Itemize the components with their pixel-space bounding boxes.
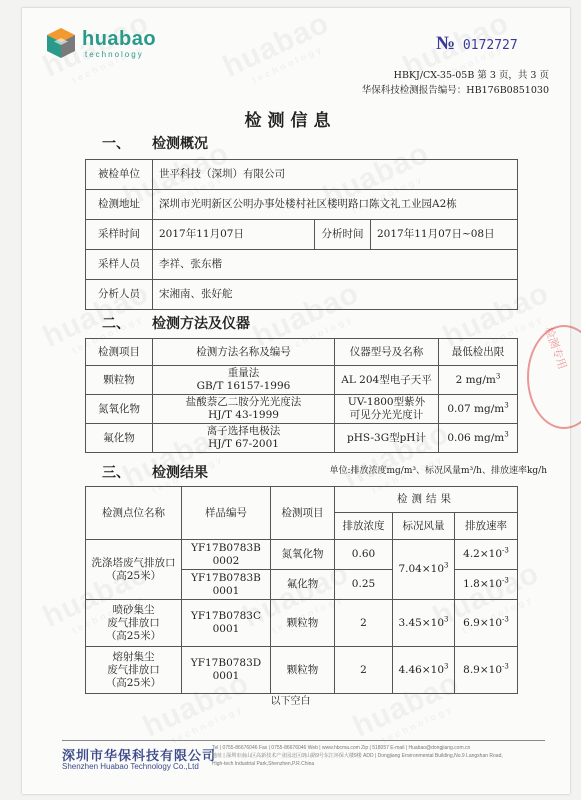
serial-value: 0172727 (462, 38, 518, 53)
table-cell: 深圳市光明新区公明办事处楼村社区楼明路口陈文礼工业园A2栋 (153, 190, 518, 220)
page-title: 检测信息 (244, 111, 337, 131)
table-cell: 0.07 $mg/m^3$ (439, 395, 518, 424)
table-row (86, 424, 518, 453)
table-row (86, 395, 518, 424)
table-cell: 2 $mg/m^3$ (439, 366, 518, 395)
table-cell: 2 (335, 600, 393, 647)
table-cell: 氮氧化物 (86, 395, 153, 424)
table-cell: 李祥、张东楷 (153, 250, 518, 280)
table-cell: 熔射集尘 废气排放口 （高25米） (86, 647, 182, 694)
table-row (86, 366, 518, 395)
table-cell: 0.60 (335, 540, 393, 570)
table-cell: 颗粒物 (271, 647, 335, 694)
table-cell: 2017年11月07日 (153, 220, 315, 250)
table-cell: $4.46\times 10^3$ (393, 647, 455, 694)
table-row (86, 160, 518, 190)
stamp-text: 检测专用 (541, 325, 570, 372)
table-cell: 0.06 $mg/m^3$ (439, 424, 518, 453)
serial-number (436, 33, 518, 55)
table-row (86, 220, 518, 250)
table-cell: 分析时间 (315, 220, 371, 250)
table-cell: YF17B0783B 0001 (182, 570, 271, 600)
table-cell: $4.2\times 10^{-3}$ (455, 540, 518, 570)
end-note: 以下空白 (270, 696, 311, 707)
report-number: 华保科技检测报告编号：HB176B0851030 (361, 85, 549, 96)
results-table (85, 486, 518, 694)
table-cell: 0.25 (335, 570, 393, 600)
table-cell: 宋湘南、张好舵 (153, 280, 518, 310)
table-cell: 喷砂集尘 废气排放口 （高25米） (86, 600, 182, 647)
table-cell: 采样人员 (86, 250, 153, 280)
brand-tagline: technology (85, 50, 144, 59)
table-row (86, 190, 518, 220)
footer-company: 深圳市华保科技有限公司 (62, 748, 217, 763)
table-cell: 颗粒物 (86, 366, 153, 395)
table-header: 排放浓度 (335, 513, 393, 540)
report-ref: HBKJ/CX-35-05B 第 3 页，共 3 页 (393, 70, 549, 81)
table-header: 标况风量 (393, 513, 455, 540)
unit-note: 单位:排放浓度mg/m³、标况风量m³/h、排放速率kg/h (329, 466, 547, 476)
table-header: 检测项目 (86, 339, 153, 366)
table-cell: 分析人员 (86, 280, 153, 310)
table-cell: $7.04\times 10^3$ (393, 540, 455, 600)
table-cell: $1.8\times 10^{-3}$ (455, 570, 518, 600)
table-row (86, 280, 518, 310)
table-cell: YF17B0783D 0001 (182, 647, 271, 694)
table-header: 检测结果 (335, 487, 518, 513)
table-row (86, 600, 518, 647)
table-cell: 氟化物 (86, 424, 153, 453)
table-header-row (86, 339, 518, 366)
table-cell: 采样时间 (86, 220, 153, 250)
table-cell: YF17B0783C 0001 (182, 600, 271, 647)
company-logo (44, 26, 157, 64)
brand-name: huabao (82, 28, 157, 50)
method-table (85, 338, 518, 453)
overview-table (85, 159, 518, 310)
table-header: 检测点位名称 (86, 487, 182, 540)
table-cell: 2 (335, 647, 393, 694)
table-header-row (86, 487, 518, 513)
table-cell: pHS-3G型pH计 (335, 424, 439, 453)
section-heading-1: 一、 检测概况 (102, 136, 208, 152)
table-cell: AL 204型电子天平 (335, 366, 439, 395)
serial-prefix: № (436, 33, 456, 54)
table-header: 样品编号 (182, 487, 271, 540)
table-header: 最低检出限 (439, 339, 518, 366)
footer-divider (62, 740, 545, 741)
table-cell: YF17B0783B 0002 (182, 540, 271, 570)
table-cell: 氮氧化物 (271, 540, 335, 570)
table-header: 仪器型号及名称 (335, 339, 439, 366)
table-cell: $6.9\times 10^{-3}$ (455, 600, 518, 647)
table-row (86, 540, 518, 570)
table-cell: 被检单位 (86, 160, 153, 190)
table-cell: 重量法 GB/T 16157-1996 (153, 366, 335, 395)
table-cell: 氟化物 (271, 570, 335, 600)
table-cell: $8.9\times 10^{-3}$ (455, 647, 518, 694)
table-cell: $3.45\times 10^3$ (393, 600, 455, 647)
table-row (86, 250, 518, 280)
table-cell: 世平科技（深圳）有限公司 (153, 160, 518, 190)
watermark (218, 6, 339, 93)
section-heading-2: 二、 检测方法及仪器 (102, 316, 250, 332)
table-header: 检测方法名称及编号 (153, 339, 335, 366)
section-heading-3: 三、 检测结果 (102, 465, 208, 481)
table-cell: 盐酸萘乙二胺分光光度法 HJ/T 43-1999 (153, 395, 335, 424)
table-cell: 离子选择电极法 HJ/T 67-2001 (153, 424, 335, 453)
table-cell: UV-1800型紫外 可见分光光度计 (335, 395, 439, 424)
table-cell: 2017年11月07日~08日 (371, 220, 518, 250)
table-cell: 检测地址 (86, 190, 153, 220)
table-header: 检测项目 (271, 487, 335, 540)
table-row (86, 647, 518, 694)
table-cell: 颗粒物 (271, 600, 335, 647)
table-header: 排放速率 (455, 513, 518, 540)
table-cell: 洗涤塔废气排放口 （高25米） (86, 540, 182, 600)
footer-company-en: Shenzhen Huabao Technology Co.,Ltd (62, 762, 199, 771)
huabao-cube-logo-icon (44, 26, 78, 60)
footer-contact: Tel | 0755-86676046 Fax | 0755-86676046 Web | www.hbcma.com Zip | 518057 E-mail | Huabao@dongjiang.com.cn 地址 | 深圳市南山区高新技术产业园北区朗山路9号东江环保大楼9楼 ADD | Dongjiang Environmental Building,No.9 Langshan Road, High-tech Industrial Park,Shenzhen,P.R.China (212, 745, 503, 767)
